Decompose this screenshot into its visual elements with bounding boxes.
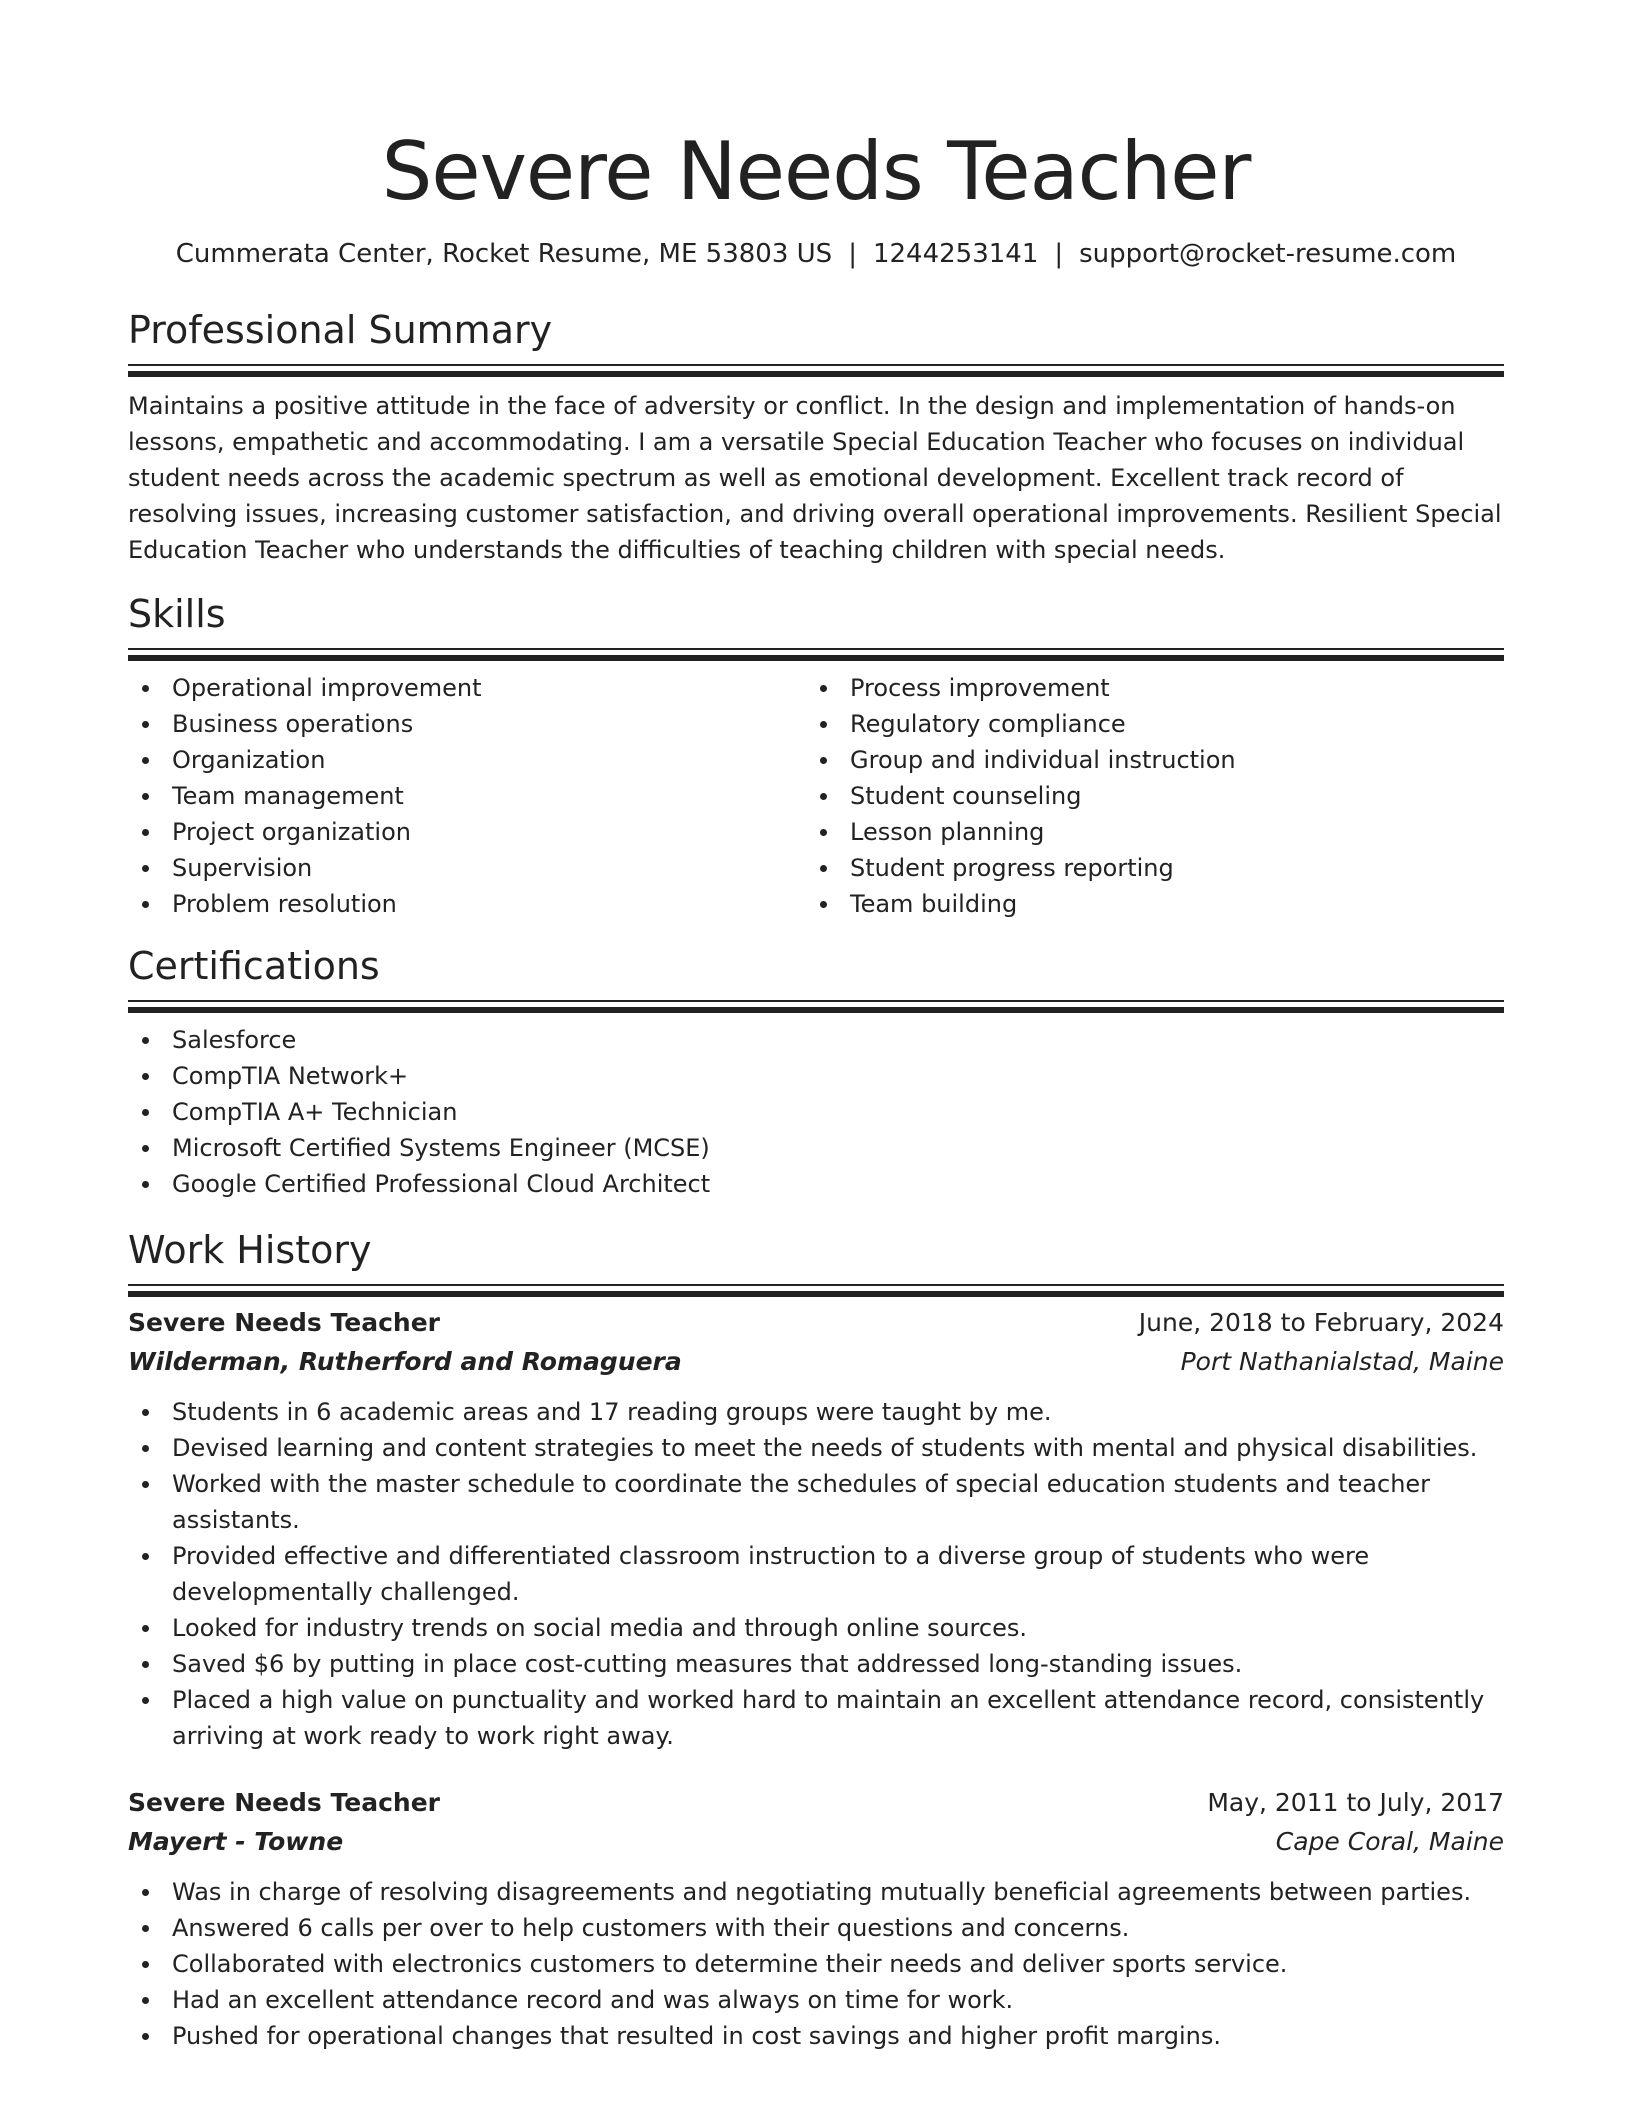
skill-item: Team management <box>128 778 806 814</box>
skill-item: Project organization <box>128 814 806 850</box>
contact-separator: | <box>1054 239 1064 269</box>
skill-item: Lesson planning <box>806 814 1484 850</box>
certifications-list <box>128 1022 1504 1202</box>
job-location: Cape Coral, Maine <box>1275 1827 1504 1856</box>
job-subheader <box>128 1822 1504 1862</box>
resume-page <box>128 0 1504 2054</box>
skill-item: Group and individual instruction <box>806 742 1484 778</box>
certification-item: CompTIA A+ Technician <box>128 1094 1504 1130</box>
section-divider <box>128 648 1504 650</box>
section-divider <box>128 1000 1504 1002</box>
job-dates: May, 2011 to July, 2017 <box>1207 1788 1504 1817</box>
job-bullet: Saved $6 by putting in place cost-cutting measures that addressed long-standing issues. <box>128 1646 1504 1682</box>
job-bullets <box>128 1874 1504 2054</box>
certification-item: Salesforce <box>128 1022 1504 1058</box>
certification-item: CompTIA Network+ <box>128 1058 1504 1094</box>
job-employer: Wilderman, Rutherford and Romaguera <box>128 1347 682 1376</box>
contact-email: support@rocket-resume.com <box>1079 239 1457 269</box>
skill-item: Team building <box>806 886 1484 922</box>
skill-item: Problem resolution <box>128 886 806 922</box>
section-divider <box>128 364 1504 366</box>
candidate-name: Severe Needs Teacher <box>381 125 1251 218</box>
job-bullet: Devised learning and content strategies to meet the needs of students with mental and physical disabilities. <box>128 1430 1504 1466</box>
section-title-certifications: Certifications <box>128 944 380 988</box>
job-bullet: Provided effective and differentiated classroom instruction to a diverse group of students who were developmentally challenged. <box>128 1538 1504 1610</box>
contact-separator: | <box>848 239 857 269</box>
section-title-summary: Professional Summary <box>128 308 553 352</box>
skill-item: Supervision <box>128 850 806 886</box>
skill-item: Regulatory compliance <box>806 706 1484 742</box>
job-employer: Mayert - Towne <box>128 1827 344 1856</box>
job-dates: June, 2018 to February, 2024 <box>1138 1308 1504 1337</box>
job-bullet: Answered 6 calls per over to help customers with their questions and concerns. <box>128 1910 1504 1946</box>
job-bullet: Worked with the master schedule to coordinate the schedules of special education students and teacher assistants. <box>128 1466 1504 1538</box>
job-bullets <box>128 1394 1504 1754</box>
job-header <box>128 1304 1504 1342</box>
skills-list-right <box>806 670 1484 922</box>
certification-item: Microsoft Certified Systems Engineer (MCSE) <box>128 1130 1504 1166</box>
skills-section <box>128 590 1504 922</box>
work-history-section <box>128 1226 1504 2054</box>
contact-address: Cummerata Center, Rocket Resume, ME 53803 US <box>175 239 833 269</box>
job-bullet: Placed a high value on punctuality and worked hard to maintain an excellent attendance record, consistently arriving at work ready to work right away. <box>128 1682 1504 1754</box>
skills-grid <box>128 670 1504 922</box>
skill-item: Student progress reporting <box>806 850 1484 886</box>
job-bullet: Students in 6 academic areas and 17 reading groups were taught by me. <box>128 1394 1504 1430</box>
job-bullet: Had an excellent attendance record and was always on time for work. <box>128 1982 1504 2018</box>
job-bullet: Pushed for operational changes that resulted in cost savings and higher profit margins. <box>128 2018 1504 2054</box>
summary-section <box>128 306 1504 568</box>
skill-item: Organization <box>128 742 806 778</box>
job-bullet: Collaborated with electronics customers to determine their needs and deliver sports service. <box>128 1946 1504 1982</box>
job-location: Port Nathanialstad, Maine <box>1180 1347 1504 1376</box>
job-header <box>128 1784 1504 1822</box>
skill-item: Operational improvement <box>128 670 806 706</box>
job-subheader <box>128 1342 1504 1382</box>
skill-item: Student counseling <box>806 778 1484 814</box>
job-title: Severe Needs Teacher <box>128 1788 440 1817</box>
summary-text: Maintains a positive attitude in the face of adversity or conflict. In the design and implementation of hands-on lessons, empathetic and accommodating. I am a versatile Special Education Teacher who focuses on individual student needs across the academic spectrum as well as emotional development. Excellent track record of resolving issues, increasing customer satisfaction, and driving overall operational improvements. Resilient Special Education Teacher who understands the difficulties of teaching children with special needs. <box>128 392 1502 564</box>
skill-item: Business operations <box>128 706 806 742</box>
certification-item: Google Certified Professional Cloud Architect <box>128 1166 1504 1202</box>
job-title: Severe Needs Teacher <box>128 1308 440 1337</box>
skills-list-left <box>128 670 806 922</box>
job-entry <box>128 1784 1504 2054</box>
section-title-skills: Skills <box>128 592 226 636</box>
job-entry <box>128 1304 1504 1754</box>
skill-item: Process improvement <box>806 670 1484 706</box>
job-bullet: Was in charge of resolving disagreements and negotiating mutually beneficial agreements between parties. <box>128 1874 1504 1910</box>
section-divider <box>128 1284 1504 1286</box>
contact-line <box>128 236 1504 272</box>
certifications-section <box>128 942 1504 1202</box>
job-bullet: Looked for industry trends on social media and through online sources. <box>128 1610 1504 1646</box>
contact-phone: 1244253141 <box>872 239 1039 269</box>
section-title-work-history: Work History <box>128 1228 372 1272</box>
